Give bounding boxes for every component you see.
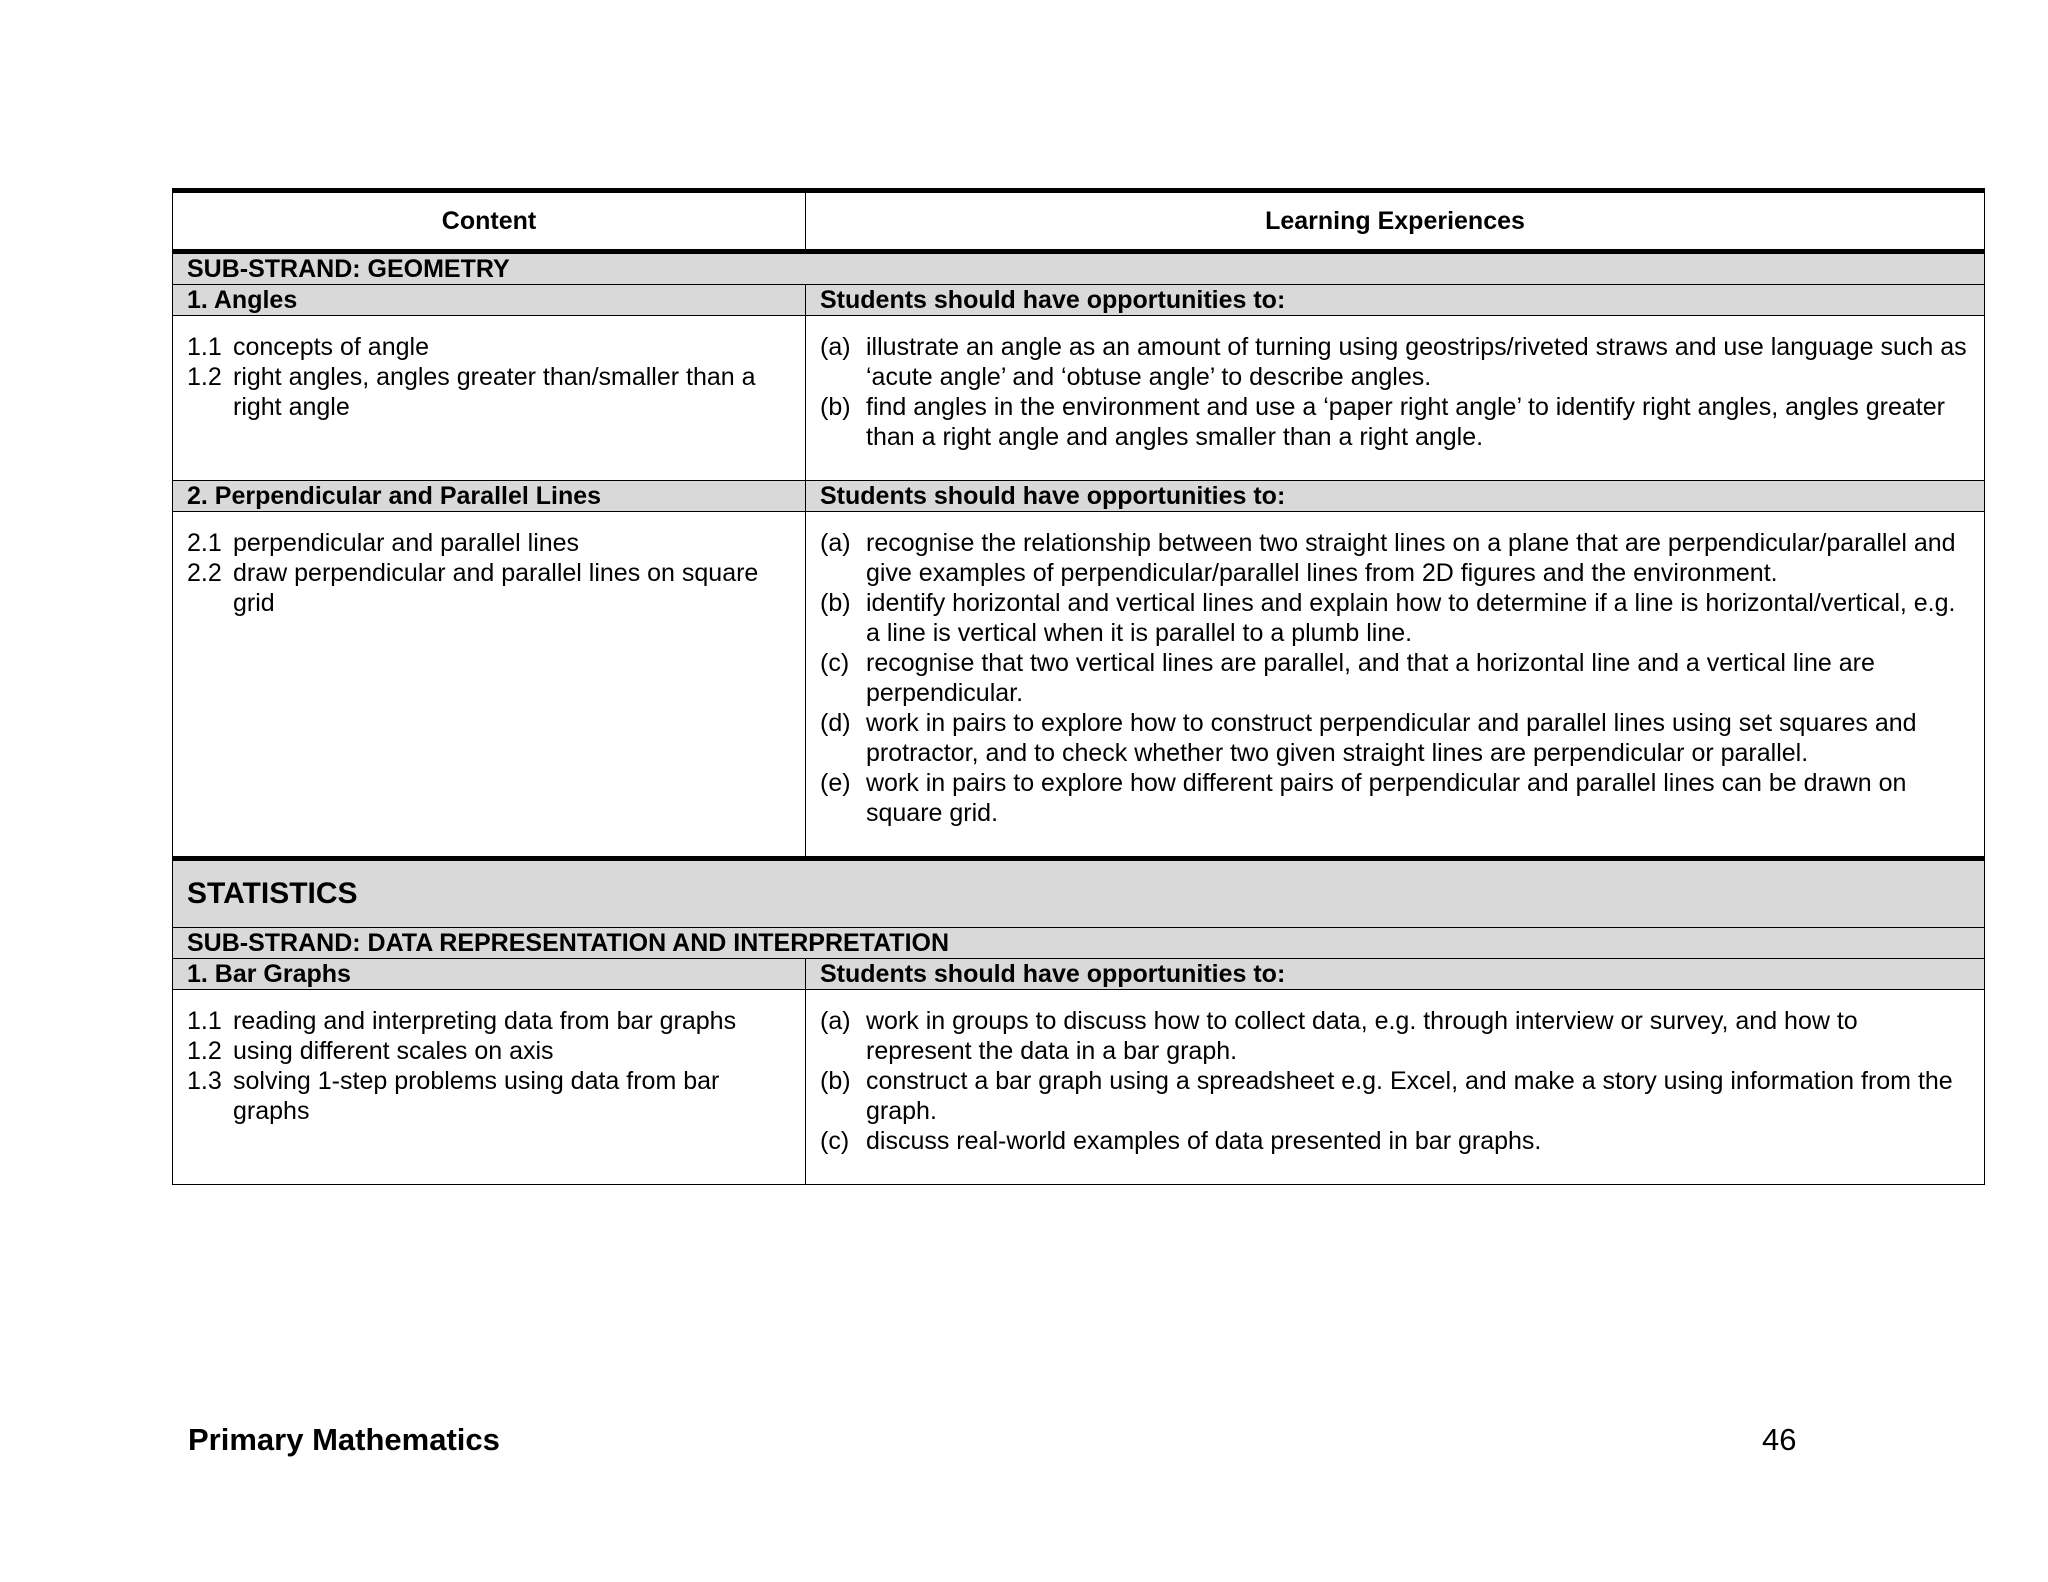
list-item <box>820 588 1970 648</box>
item-text: concepts of angle <box>233 333 429 361</box>
list-item <box>820 392 1970 452</box>
item-text: using different scales on axis <box>233 1037 554 1065</box>
topic-body-row <box>173 990 1985 1185</box>
list-item <box>820 1126 1970 1156</box>
content-list <box>187 1006 791 1126</box>
list-item <box>187 1036 791 1066</box>
list-item <box>820 1006 1970 1066</box>
strand-heading: STATISTICS <box>173 859 1985 928</box>
topic-title: 1. Angles <box>173 285 806 316</box>
item-text: work in pairs to explore how to construct perpendicular and parallel lines using set squares and protractor, and to check whether two given straight lines are perpendicular or parallel. <box>866 709 1917 767</box>
learning-experiences-cell <box>806 990 1985 1185</box>
column-header-learning-experiences: Learning Experiences <box>806 191 1985 252</box>
table-body <box>173 252 1985 1185</box>
experiences-list <box>820 332 1970 452</box>
opportunities-heading: Students should have opportunities to: <box>806 959 1985 990</box>
substrand-heading: SUB-STRAND: DATA REPRESENTATION AND INTERPRETATION <box>173 928 1985 959</box>
list-item <box>187 1066 791 1126</box>
list-item <box>187 1006 791 1036</box>
item-text: discuss real-world examples of data presented in bar graphs. <box>866 1127 1542 1155</box>
content-cell <box>173 990 806 1185</box>
content-list <box>187 332 791 422</box>
item-label: (a) <box>820 1007 851 1035</box>
item-text: reading and interpreting data from bar graphs <box>233 1007 737 1035</box>
list-item <box>187 558 791 618</box>
topic-row <box>173 285 1985 316</box>
item-label: (d) <box>820 709 851 737</box>
item-number: 2.1 <box>187 529 222 557</box>
list-item <box>187 362 791 422</box>
list-item <box>820 648 1970 708</box>
list-item <box>187 528 791 558</box>
topic-row <box>173 959 1985 990</box>
item-label: (a) <box>820 529 851 557</box>
topic-title: 1. Bar Graphs <box>173 959 806 990</box>
experiences-list <box>820 528 1970 828</box>
list-item <box>820 332 1970 392</box>
experiences-list <box>820 1006 1970 1156</box>
content-cell <box>173 512 806 859</box>
item-text: right angles, angles greater than/smaller than a right angle <box>233 363 756 421</box>
item-label: (c) <box>820 1127 850 1155</box>
item-text: perpendicular and parallel lines <box>233 529 580 557</box>
item-label: (e) <box>820 769 851 797</box>
curriculum-table <box>172 188 1985 1185</box>
list-item <box>820 528 1970 588</box>
item-text: illustrate an angle as an amount of turning using geostrips/riveted straws and use language such as ‘acute angle’ and ‘obtuse angle’ to describe angles. <box>866 333 1967 391</box>
item-number: 1.1 <box>187 1007 222 1035</box>
item-text: solving 1-step problems using data from bar graphs <box>233 1067 720 1125</box>
substrand-heading: SUB-STRAND: GEOMETRY <box>173 252 1985 285</box>
item-text: work in pairs to explore how different pairs of perpendicular and parallel lines can be drawn on square grid. <box>866 769 1907 827</box>
strand-row <box>173 859 1985 928</box>
item-text: find angles in the environment and use a ‘paper right angle’ to identify right angles, angles greater than a right angle and angles smaller than a right angle. <box>866 393 1945 451</box>
content-cell <box>173 316 806 481</box>
item-label: (b) <box>820 589 851 617</box>
item-number: 2.2 <box>187 559 222 587</box>
topic-body-row <box>173 316 1985 481</box>
opportunities-heading: Students should have opportunities to: <box>806 285 1985 316</box>
learning-experiences-cell <box>806 316 1985 481</box>
item-number: 1.1 <box>187 333 222 361</box>
item-label: (b) <box>820 1067 851 1095</box>
substrand-row <box>173 928 1985 959</box>
footer-title: Primary Mathematics <box>188 1422 500 1457</box>
item-text: construct a bar graph using a spreadsheet e.g. Excel, and make a story using information from the graph. <box>866 1067 1953 1125</box>
item-text: identify horizontal and vertical lines and explain how to determine if a line is horizontal/vertical, e.g. a line is vertical when it is parallel to a plumb line. <box>866 589 1956 647</box>
item-text: recognise the relationship between two straight lines on a plane that are perpendicular/parallel and give examples of perpendicular/parallel lines from 2D figures and the environment. <box>866 529 1956 587</box>
item-text: draw perpendicular and parallel lines on square grid <box>233 559 759 617</box>
column-header-content: Content <box>173 191 806 252</box>
topic-row <box>173 481 1985 512</box>
item-label: (c) <box>820 649 850 677</box>
item-label: (a) <box>820 333 851 361</box>
table-header-row <box>173 191 1985 252</box>
item-number: 1.2 <box>187 1037 222 1065</box>
list-item <box>820 708 1970 768</box>
item-number: 1.3 <box>187 1067 222 1095</box>
learning-experiences-cell <box>806 512 1985 859</box>
topic-body-row <box>173 512 1985 859</box>
list-item <box>820 1066 1970 1126</box>
substrand-row <box>173 252 1985 285</box>
list-item <box>820 768 1970 828</box>
item-label: (b) <box>820 393 851 421</box>
content-list <box>187 528 791 618</box>
item-text: work in groups to discuss how to collect data, e.g. through interview or survey, and how to represent the data in a bar graph. <box>866 1007 1858 1065</box>
list-item <box>187 332 791 362</box>
topic-title: 2. Perpendicular and Parallel Lines <box>173 481 806 512</box>
opportunities-heading: Students should have opportunities to: <box>806 481 1985 512</box>
page-number: 46 <box>1762 1422 1797 1457</box>
item-text: recognise that two vertical lines are parallel, and that a horizontal line and a vertical line are perpendicular. <box>866 649 1875 707</box>
item-number: 1.2 <box>187 363 222 391</box>
